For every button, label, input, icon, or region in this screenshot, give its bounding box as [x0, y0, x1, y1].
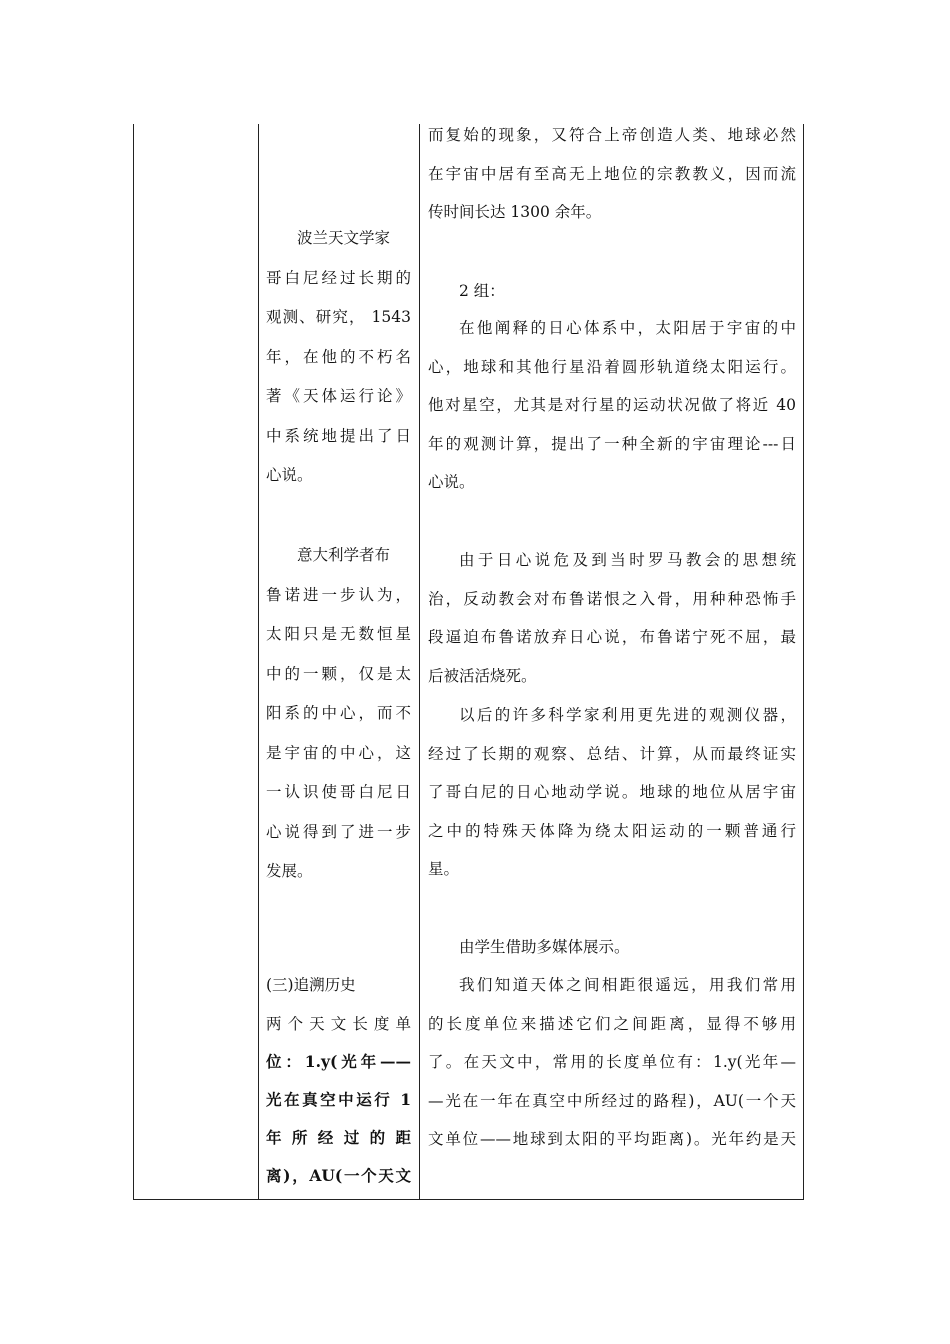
- text-line: 以后的许多科学家利用更先进的观测仪器，: [459, 706, 796, 724]
- text-line: 他对星空，尤其是对行星的运动状况做了将近 40: [428, 396, 796, 414]
- text-line: 文单位——地球到太阳的平均距离)。光年约是天: [428, 1130, 796, 1148]
- text-line: 之中的特殊天体降为绕太阳运动的一颗普通行: [428, 821, 796, 840]
- table-divider-2: [419, 124, 420, 1200]
- text-line: 治，反动教会对布鲁诺恨之入骨，用种种恐怖手: [428, 589, 796, 608]
- text-line: 波兰天文学家: [297, 229, 391, 247]
- text-line: 意大利学者布: [297, 546, 391, 564]
- text-line: 在宇宙中居有至高无上地位的宗教教义，因而流: [428, 164, 796, 183]
- text-line: 心，地球和其他行星沿着圆形轨道绕太阳运行。: [428, 357, 796, 376]
- text-line: 心说。: [428, 473, 475, 491]
- bruno-cell-text: [266, 536, 411, 892]
- text-line: 的长度单位来描述它们之间距离，显得不够用: [428, 1014, 796, 1033]
- text-line: 年所经过的距: [266, 1128, 411, 1147]
- text-line: 阳系的中心，而不: [266, 704, 411, 722]
- text-line: 段逼迫布鲁诺放弃日心说，布鲁诺宁死不屈，最: [428, 628, 796, 646]
- text-line: 后被活活烧死。: [428, 666, 537, 685]
- text-line: 一认识使哥白尼日: [266, 783, 411, 801]
- text-line: 而复始的现象，又符合上帝创造人类、地球必然: [428, 126, 796, 144]
- heliocentric-paragraph: [428, 309, 796, 502]
- text-line: 是宇宙的中心，这: [266, 743, 411, 762]
- section-heading-text: (三)追溯历史: [266, 976, 356, 994]
- text-line: 哥白尼经过长期的: [266, 268, 411, 287]
- text-line: 经过了长期的观察、总结、计算，从而最终证实: [428, 744, 796, 763]
- text-line: —光在一年在真空中所经过的路程)，AU(一个天: [428, 1091, 796, 1110]
- group-label-text: 2 组：: [459, 282, 505, 300]
- table-border-right: [803, 124, 804, 1200]
- text-line: 鲁诺进一步认为，: [266, 585, 411, 604]
- text-line: 了哥白尼的日心地动学说。地球的地位从居宇宙: [428, 783, 796, 801]
- bruno-fate-paragraph: [428, 541, 796, 695]
- units-cell-text: [266, 1005, 411, 1195]
- text-line: 星。: [428, 860, 460, 878]
- text-line: 由于日心说危及到当时罗马教会的思想统: [459, 551, 796, 569]
- text-line: 由学生借助多媒体展示。: [459, 938, 630, 956]
- multimedia-note: [428, 928, 796, 967]
- text-line: 离)，AU(一个天文: [266, 1166, 411, 1185]
- text-line: 心说得到了进一步: [266, 822, 411, 841]
- text-line: 了。在天文中，常用的长度单位有：1.y(光年—: [428, 1053, 796, 1071]
- copernicus-cell-text: [266, 219, 411, 496]
- text-line: 我们知道天体之间相距很遥远，用我们常用: [459, 976, 796, 994]
- table-border-left: [133, 124, 134, 1200]
- later-scientists-paragraph: [428, 696, 796, 889]
- text-line: 心说。: [266, 466, 313, 484]
- text-line: 发展。: [266, 862, 313, 880]
- text-line: 在他阐释的日心体系中，太阳居于宇宙的中: [459, 319, 796, 337]
- geocentric-paragraph: [428, 116, 796, 232]
- text-line: 传时间长达 1300 余年。: [428, 203, 602, 221]
- length-units-paragraph: [428, 966, 796, 1159]
- text-line: 年的观测计算，提出了一种全新的宇宙理论---日: [428, 434, 796, 453]
- text-line: 太阳只是无数恒星: [266, 625, 411, 643]
- section-heading: [266, 967, 411, 1004]
- text-line: 光在真空中运行 1: [266, 1090, 411, 1109]
- text-line: 观测、研究， 1543: [266, 308, 411, 326]
- text-line: 中的一颗，仅是太: [266, 664, 411, 683]
- table-border-bottom: [133, 1199, 804, 1200]
- table-divider-1: [258, 124, 259, 1200]
- text-line: 位：1.y(光年——: [266, 1052, 411, 1071]
- text-line: 中系统地提出了日: [266, 426, 411, 445]
- text-line: 两个天文长度单: [266, 1015, 411, 1033]
- text-line: 年，在他的不朽名: [266, 347, 411, 366]
- group-label: [428, 272, 796, 311]
- text-line: 著《天体运行论》: [266, 387, 411, 405]
